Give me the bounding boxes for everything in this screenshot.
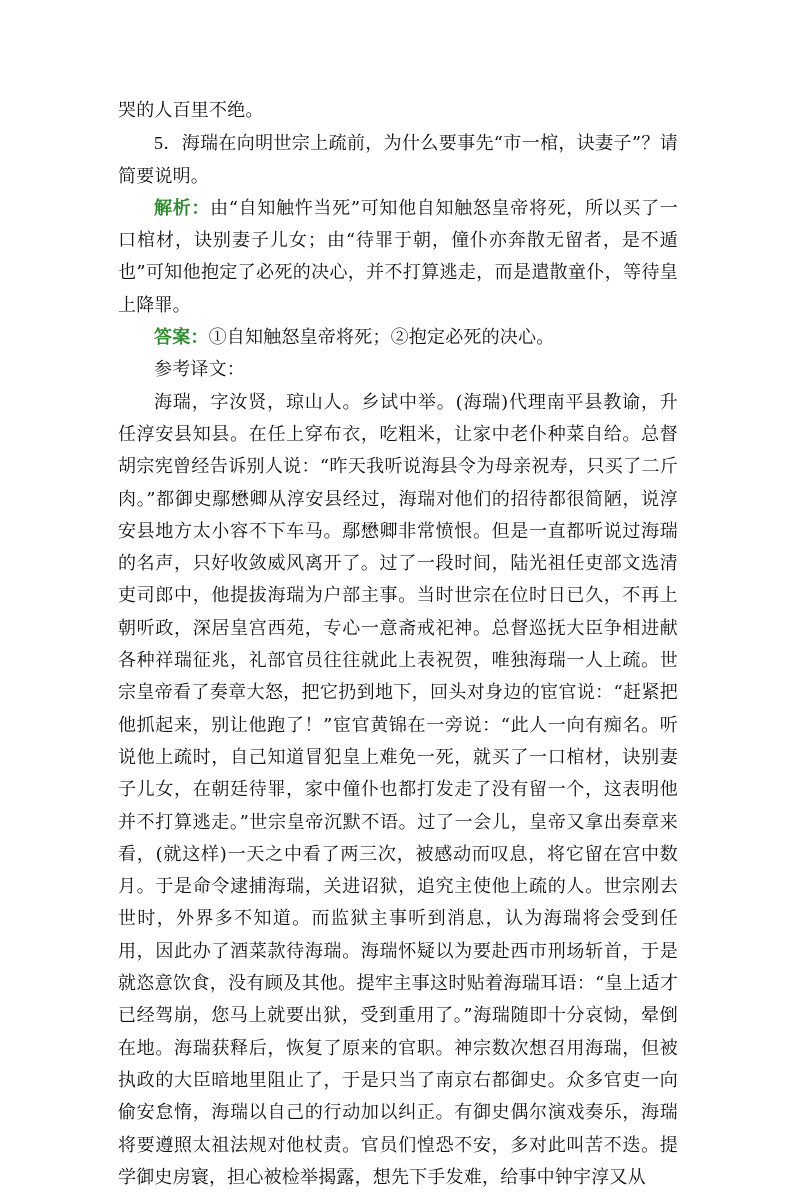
question-paragraph (118, 127, 678, 193)
answer-label: 答案： (154, 327, 209, 349)
answer-paragraph (118, 322, 678, 354)
analysis-paragraph (118, 193, 678, 322)
translation-heading (118, 354, 678, 386)
document-page (118, 95, 678, 1194)
analysis-text: 由“自知触忤当死”可知他自知触怒皇帝将死，所以买了一口棺材，诀别妻子儿女；由“待罪于朝，僮仆亦奔散无留者，是不遁也”可知他抱定了必死的决心，并不打算逃走，而是遣散童仆，等待皇上降罪。 (118, 197, 678, 316)
continuation-paragraph (118, 95, 678, 127)
translation-heading-text: 参考译文： (154, 359, 245, 381)
question-number: 5． (154, 133, 182, 154)
answer-text: ①自知触怒皇帝将死；②抱定必死的决心。 (208, 327, 555, 349)
translation-text: 海瑞，字汝贤，琼山人。乡试中举。(海瑞)代理南平县教谕，升任淳安县知县。在任上穿布衣，吃粗米，让家中老仆种菜自给。总督胡宗宪曾经告诉别人说：“昨天我听说海县令为母亲祝寿，只买了二斤肉。”都御史鄢懋卿从淳安县经过，海瑞对他们的招待都很简陋，说淳安县地方太小容不下车马。鄢懋卿非常愤恨。但是一直都听说过海瑞的名声，只好收敛威风离开了。过了一段时间，陆光祖任吏部文选清吏司郎中，他提拔海瑞为户部主事。当时世宗在位时日已久，不再上朝听政，深居皇宫西苑，专心一意斋戒祀神。总督巡抚大臣争相进献各种祥瑞征兆，礼部官员往往就此上表祝贺，唯独海瑞一人上疏。世宗皇帝看了奏章大怒，把它扔到地下，回头对身边的宦官说：“赶紧把他抓起来，别让他跑了！”宦官黄锦在一旁说：“此人一向有痴名。听说他上疏时，自己知道冒犯皇上难免一死，就买了一口棺材，诀别妻子儿女，在朝廷待罪，家中僮仆也都打发走了没有留一个，这表明他并不打算逃走。”世宗皇帝沉默不语。过了一会儿，皇帝又拿出奏章来看，(就这样)一天之中看了两三次，被感动而叹息，将它留在宫中数月。于是命令逮捕海瑞，关进诏狱，追究主使他上疏的人。世宗刚去世时，外界多不知道。而监狱主事听到消息，认为海瑞将会受到任用，因此办了酒菜款待海瑞。海瑞怀疑以为要赴西市刑场斩首，于是就恣意饮食，没有顾及其他。提牢主事这时贴着海瑞耳语：“皇上适才已经驾崩，您马上就要出狱，受到重用了。”海瑞随即十分哀恸，晕倒在地。海瑞获释后，恢复了原来的官职。神宗数次想召用海瑞，但被执政的大臣暗地里阻止了，于是只当了南京右都御史。众多官吏一向偷安怠惰，海瑞以自己的行动加以纠正。有御史偶尔演戏奏乐，海瑞将要遵照太祖法规对他杖责。官员们惶恐不安，多对此叫苦不迭。提学御史房寰，担心被检举揭露，想先下手发难，给事中钟宇淳又从 (118, 391, 678, 1188)
continuation-text: 哭的人百里不绝。 (118, 100, 264, 121)
analysis-label: 解析： (154, 197, 211, 219)
question-text: 海瑞在向明世宗上疏前，为什么要事先“市一棺，诀妻子”？请简要说明。 (118, 133, 678, 187)
translation-paragraph (118, 387, 678, 1194)
